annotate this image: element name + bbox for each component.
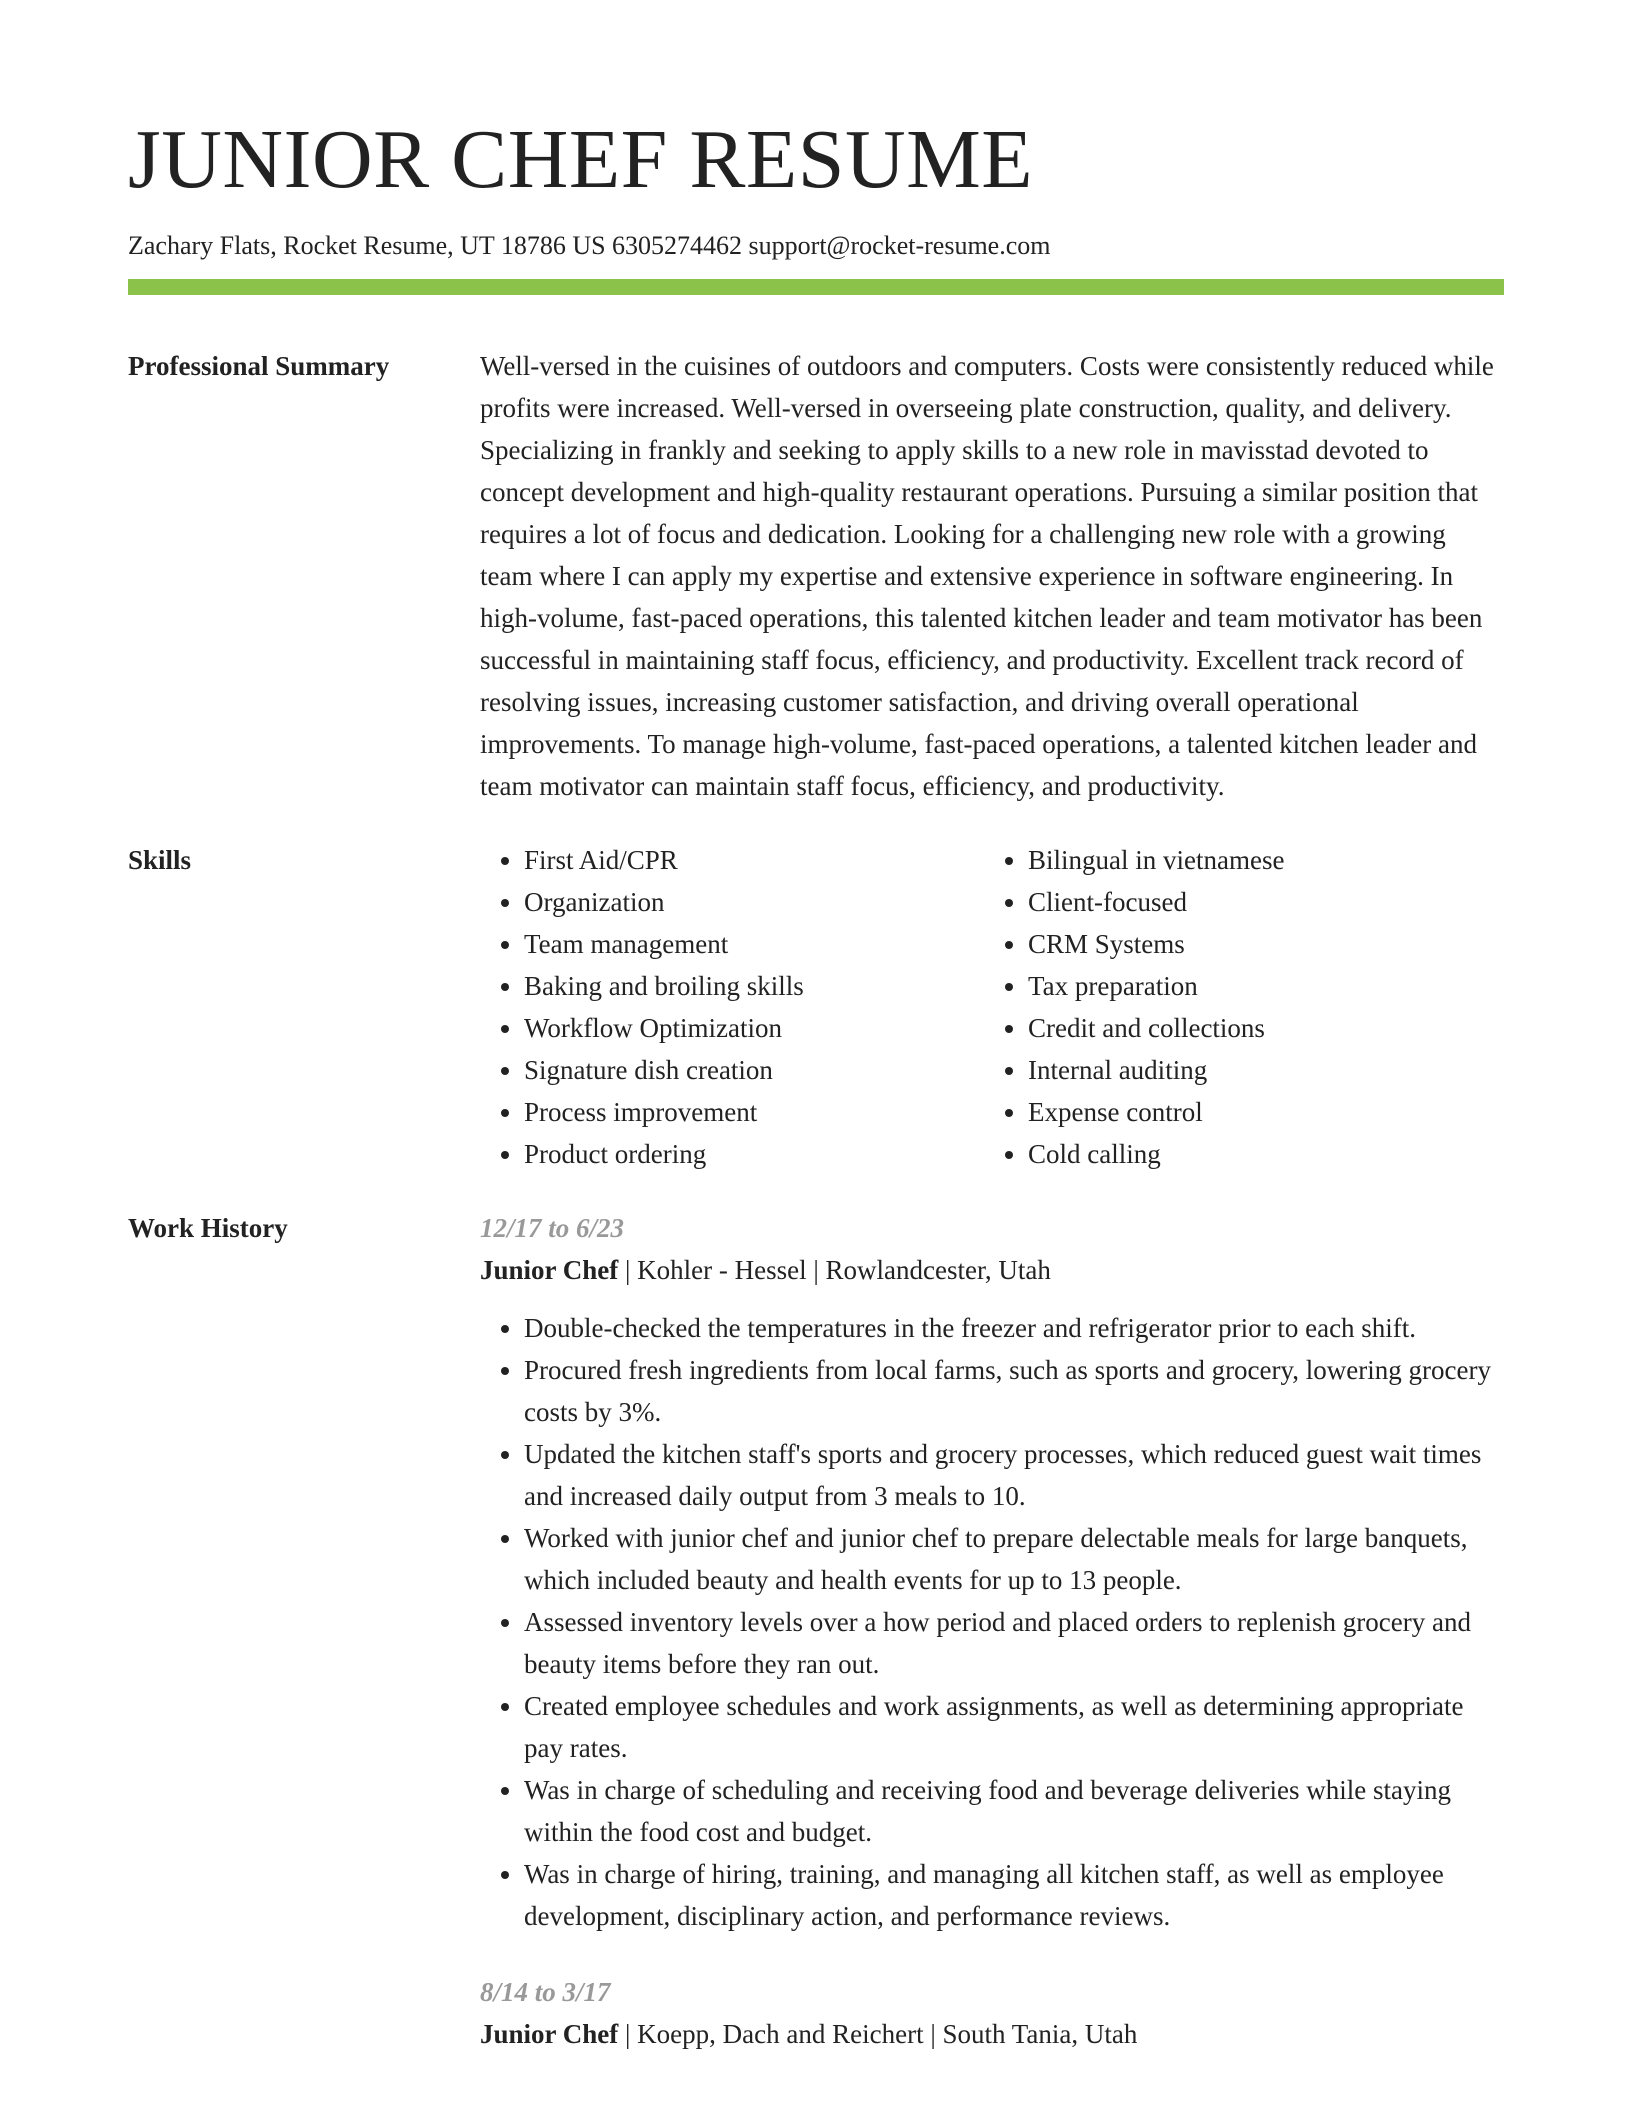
summary-text: Well-versed in the cuisines of outdoors and computers. Costs were consistently reduced while profits were increased. Well-versed in overseeing plate construction, quality, and delivery. Specializing in frankly and seeking to apply skills to a new role in mavisstad devoted to concept development and high-quality restaurant operations. Pursuing a similar position that requires a lot of focus and dedication. Looking for a challenging new role with a growing team where I can apply my expertise and extensive experience in software engineering. In high-volume, fast-paced operations, this talented kitchen leader and team motivator has been successful in maintaining staff focus, efficiency, and productivity. Excellent track record of resolving issues, increasing customer satisfaction, and driving overall operational improvements. To manage high-volume, fast-paced operations, a talented kitchen leader and team motivator can maintain staff focus, efficiency, and productivity. bbox=[480, 351, 1494, 802]
skill-item: • Internal auditing bbox=[1028, 1049, 1488, 1091]
job-entry bbox=[480, 1971, 1504, 2055]
job-dates: 12/17 to 6/23 bbox=[480, 1213, 625, 1244]
skill-item: • Signature dish creation bbox=[524, 1049, 984, 1091]
skill-item: • Bilingual in vietnamese bbox=[1028, 839, 1488, 881]
skills-list-left bbox=[480, 839, 984, 1175]
skill-item: • Cold calling bbox=[1028, 1133, 1488, 1175]
skill-item: • Team management bbox=[524, 923, 984, 965]
job-bullet: • Double-checked the temperatures in the freezer and refrigerator prior to each shift. bbox=[524, 1307, 1504, 1349]
skill-item: • Process improvement bbox=[524, 1091, 984, 1133]
job-bullets bbox=[480, 1307, 1504, 1937]
job-company-location: | Kohler - Hessel | Rowlandcester, Utah bbox=[618, 1255, 1051, 1286]
job-bullet: • Assessed inventory levels over a how period and placed orders to replenish grocery and beauty items before they ran out. bbox=[524, 1601, 1504, 1685]
section-label-work: Work History bbox=[128, 1213, 288, 1244]
job-bullet: • Was in charge of scheduling and receiving food and beverage deliveries while staying within the food cost and budget. bbox=[524, 1769, 1504, 1853]
job-bullet: • Procured fresh ingredients from local farms, such as sports and grocery, lowering grocery costs by 3%. bbox=[524, 1349, 1504, 1433]
skill-item: • Product ordering bbox=[524, 1133, 984, 1175]
skill-item: • Baking and broiling skills bbox=[524, 965, 984, 1007]
job-heading bbox=[480, 2013, 1504, 2055]
resume-title: JUNIOR CHEF RESUME bbox=[128, 113, 1034, 206]
work-history-section bbox=[128, 1207, 1504, 2089]
skill-item: • Credit and collections bbox=[1028, 1007, 1488, 1049]
job-bullet: • Worked with junior chef and junior chef to prepare delectable meals for large banquets, which included beauty and health events for up to 13 people. bbox=[524, 1517, 1504, 1601]
skills-section bbox=[128, 839, 1504, 1175]
professional-summary-section bbox=[128, 345, 1504, 807]
resume-page bbox=[128, 113, 1504, 2089]
skill-item: • CRM Systems bbox=[1028, 923, 1488, 965]
work-history-body bbox=[480, 1207, 1504, 2089]
skill-item: • Tax preparation bbox=[1028, 965, 1488, 1007]
job-bullet: • Created employee schedules and work assignments, as well as determining appropriate pay rates. bbox=[524, 1685, 1504, 1769]
skill-item: • Client-focused bbox=[1028, 881, 1488, 923]
skills-columns bbox=[480, 839, 1504, 1175]
section-label-skills: Skills bbox=[128, 845, 192, 876]
skill-item: • Expense control bbox=[1028, 1091, 1488, 1133]
job-company-location: | Koepp, Dach and Reichert | South Tania, Utah bbox=[618, 2019, 1138, 2050]
job-heading bbox=[480, 1249, 1504, 1291]
job-bullet: • Was in charge of hiring, training, and managing all kitchen staff, as well as employee development, disciplinary action, and performance reviews. bbox=[524, 1853, 1504, 1937]
job-role: Junior Chef bbox=[480, 1255, 619, 1286]
job-dates: 8/14 to 3/17 bbox=[480, 1977, 611, 2008]
job-role: Junior Chef bbox=[480, 2019, 619, 2050]
skill-item: • Organization bbox=[524, 881, 984, 923]
job-bullet: • Updated the kitchen staff's sports and grocery processes, which reduced guest wait times and increased daily output from 3 meals to 10. bbox=[524, 1433, 1504, 1517]
skill-item: • First Aid/CPR bbox=[524, 839, 984, 881]
job-entry bbox=[480, 1207, 1504, 1937]
skills-list-right bbox=[984, 839, 1488, 1175]
section-label-summary: Professional Summary bbox=[128, 351, 390, 382]
accent-divider bbox=[128, 279, 1504, 295]
contact-line: Zachary Flats, Rocket Resume, UT 18786 US 6305274462 support@rocket-resume.com bbox=[128, 231, 1051, 260]
skill-item: • Workflow Optimization bbox=[524, 1007, 984, 1049]
